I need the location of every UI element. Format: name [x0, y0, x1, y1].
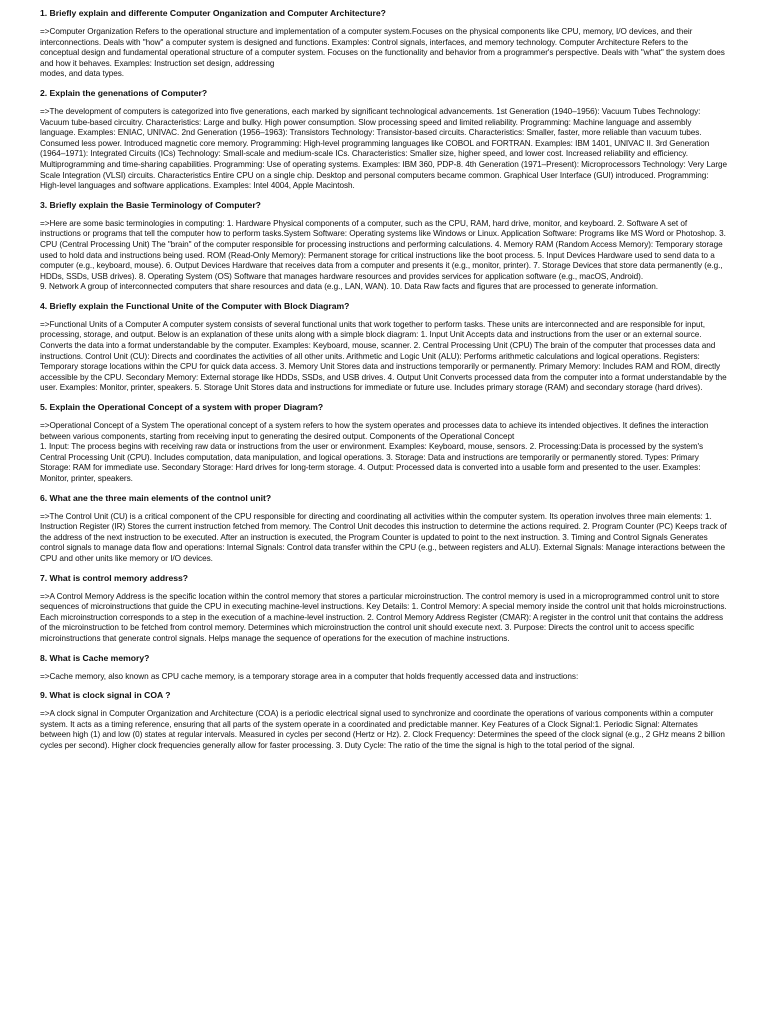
question-heading: 8. What is Cache memory? [40, 652, 150, 663]
question-heading: 1. Briefly explain and differente Computer Onganization and Computer Architecture? [40, 8, 386, 18]
qa-item-5 [40, 398, 728, 485]
question-heading: 2. Explain the genenations of Computer? [40, 87, 208, 98]
qa-item-8 [40, 649, 728, 683]
document-page [40, 4, 728, 756]
qa-item-7 [40, 569, 728, 645]
qa-item-1 [40, 4, 728, 80]
qa-item-4 [40, 297, 728, 394]
question-heading: 6. What ane the three main elements of the contnol unit? [40, 492, 272, 503]
qa-item-6 [40, 489, 728, 565]
answer-paragraph: =>Cache memory, also known as CPU cache memory, is a temporary storage area in a computer that holds frequently accessed data and instructions: [40, 671, 579, 681]
answer-paragraph: =>The development of computers is categorized into five generations, each marked by significant technological advancements. 1st Generation (1940–1956): Vacuum Tubes Technology: Vacuum tube-based circuitry. Characteristics: Large and bulky. High power consumption. Slow processing speed and limited reliability. Programming: Machine language and assembly language. Examples: ENIAC, UNIVAC. 2nd Generation (1956–1963): Transistors Technology: Transistor-based circuits. Characteristics: Smaller, faster, more reliable than vacuum tubes. Consumed less power. Introduced magnetic core memory. Programming: High-level programming languages like COBOL and FORTRAN. Examples: IBM 1401, UNIVAC II. 3rd Generation (1964–1971): Integrated Circuits (ICs) Technology: Small-scale and medium-scale ICs. Characteristics: Smaller size, higher speed, and lower cost. Increased reliability and efficiency. Multiprogramming and time-sharing capabilities. Programming: Use of operating systems. Examples: IBM 360, PDP-8. 4th Generation (1971–Present): Microprocessors Technology: Very Large Scale Integration (VLSI) circuits. Characteristics Entire CPU on a single chip. Desktop and personal computers became common. Graphical User Interface (GUI) introduced. Programming: High-level languages and software applications. Examples: Intel 4004, Apple Macintosh. [40, 106, 728, 191]
qa-item-3 [40, 196, 728, 293]
answer-paragraph: =>Here are some basic terminologies in computing: 1. Hardware Physical components of a computer, such as the CPU, RAM, hard drive, monitor, and keyboard. 2. Software A set of instructions or programs that tell the computer how to perform tasks.System Software: Operating systems like Windows or Linux. Application Software: Programs like MS Word or Photoshop. 3. CPU (Central Processing Unit) The "brain" of the computer responsible for processing instructions and performing calculations. 4. Memory RAM (Random Access Memory): Temporary storage used to hold data and instructions being used. ROM (Read-Only Memory): Permanent storage for critical instructions like the boot process. 5. Input Devices Hardware used to send data to a computer (e.g., keyboard, mouse). 6. Output Devices Hardware that receives data from a computer and presents it (e.g., monitor, printer). 7. Storage Devices that store data permanently (e.g., HDDs, SSDs, USB drives). 8. Operating System (OS) Software that manages hardware resources and provides services for application software (e.g., macOS, Android). 9. Network A group of interconnected computers that share resources and data (e.g., LAN, WAN). 10. Data Raw facts and figures that are processed to generate information. [40, 218, 726, 292]
qa-item-9 [40, 686, 728, 751]
question-heading: 7. What is control memory address? [40, 572, 189, 583]
question-heading: 4. Briefly explain the Functional Unite of the Computer with Block Diagram? [40, 300, 350, 311]
question-heading: 9. What is clock signal in COA ? [40, 690, 171, 701]
answer-paragraph: =>A clock signal in Computer Organization and Architecture (COA) is a periodic electrical signal used to synchronize and coordinate the operations of various components within a computer system. It acts as a timing reference, ensuring that all parts of the system operate in a coordinated and predictable manner. Key Features of a Clock Signal:1. Periodic Signal: Alternates between high (1) and low (0) states at regular intervals. Measured in cycles per second (Hertz or Hz). 2. Clock Frequency: Determines the speed of the clock signal (e.g., 2 GHz means 2 billion cycles per second). Higher clock frequencies generally allow for faster processing. 3. Duty Cycle: The ratio of the time the signal is high to the total period of the signal. [40, 709, 725, 750]
qa-item-2 [40, 84, 728, 192]
question-heading: 5. Explain the Operational Concept of a system with proper Diagram? [40, 402, 324, 413]
answer-paragraph: =>Functional Units of a Computer A computer system consists of several functional units that work together to perform tasks. These units are interconnected and are responsible for input, processing, storage, and output. Below is an explanation of these units along with a simple block diagram: 1. Input Unit Accepts data and instructions from the user or an external source. Converts the data into a format understandable by the computer. Examples: Keyboard, mouse, scanner. 2. Central Processing Unit (CPU) The brain of the computer that processes data and instructions. Control Unit (CU): Directs and coordinates the activities of all other units. Arithmetic and Logic Unit (ALU): Performs arithmetic calculations and logical operations. Registers: Temporary storage locations within the CPU for quick data access. 3. Memory Unit Stores data and instructions temporarily or permanently. Primary Memory: Includes RAM and ROM, directly accessible by the CPU. Secondary Memory: External storage like HDDs, SSDs, and USB drives. 4. Output Unit Converts processed data from the computer into a format understandable by the user. Examples: Monitor, printer, speakers. 5. Storage Unit Stores data and instructions for immediate or future use. Includes primary storage (RAM) and secondary storage (hard drives). [40, 319, 727, 393]
question-heading: 3. Briefly explain the Basie Terminology of Computer? [40, 199, 261, 210]
answer-paragraph: =>A Control Memory Address is the specific location within the control memory that stores a particular microinstruction. The control memory is used in a microprogrammed control unit to store sequences of microinstructions that guide the CPU in executing machine-level instructions. Key Details: 1. Control Memory: A special memory inside the control unit that holds microinstructions. Each microinstruction corresponds to a step in the execution of a machine-level instruction. 2. Control Memory Address Register (CMAR): A register in the control unit that contains the address of the microinstruction to be fetched from control memory. Determines which microinstruction the control unit should execute next. 3. Purpose: Directs the control unit to access specific microinstructions that generate control signals. Helps manage the sequence of operations for the execution of machine instructions. [40, 591, 727, 643]
answer-paragraph: =>The Control Unit (CU) is a critical component of the CPU responsible for directing and coordinating all activities within the computer system. Its operation involves three main elements: 1. Instruction Register (IR) Stores the current instruction fetched from memory. The Control Unit decodes this instruction to determine the actions required. 2. Program Counter (PC) Keeps track of the address of the next instruction to be executed. After an instruction is executed, the Program Counter is updated to point to the next instruction. 3. Timing and Control Signals Generates control signals to manage data flow and operations: Internal Signals: Control data transfer within the CPU (e.g., between registers and ALU). External Signals: Manage interactions between the CPU and other units like memory or I/O devices. [40, 511, 727, 563]
answer-paragraph: =>Computer Organization Refers to the operational structure and implementation of a computer system.Focuses on the physical components like CPU, memory, I/O devices, and their interconnections. Deals with "how" a computer system is designed and functions. Examples: Control signals, interfaces, and memory technology. Computer Architecture Refers to the conceptual design and fundamental operational structure of a computer system. Focuses on the functionality and behavior from a programmer's perspective. Deals with "what" the system does and how it behaves. Examples: Instruction set design, addressing modes, and data types. [40, 27, 725, 79]
answer-paragraph: =>Operational Concept of a System The operational concept of a system refers to how the system operates and processes data to achieve its intended objectives. It defines the interaction between various components, starting from receiving input to generating the desired output. Components of the Operational Concept 1. Input: The process begins with receiving raw data or instructions from the user or environment. Examples: Keyboard, mouse, sensors. 2. Processing:Data is processed by the system's Central Processing Unit (CPU). Includes computation, data manipulation, and logical operations. 3. Storage: Data and instructions are temporarily or permanently stored. Types: Primary Storage: RAM for immediate use. Secondary Storage: Hard drives for long-term storage. 4. Output: Processed data is converted into a usable form and presented to the user. Examples: Monitor, printer, speakers. [40, 421, 709, 483]
